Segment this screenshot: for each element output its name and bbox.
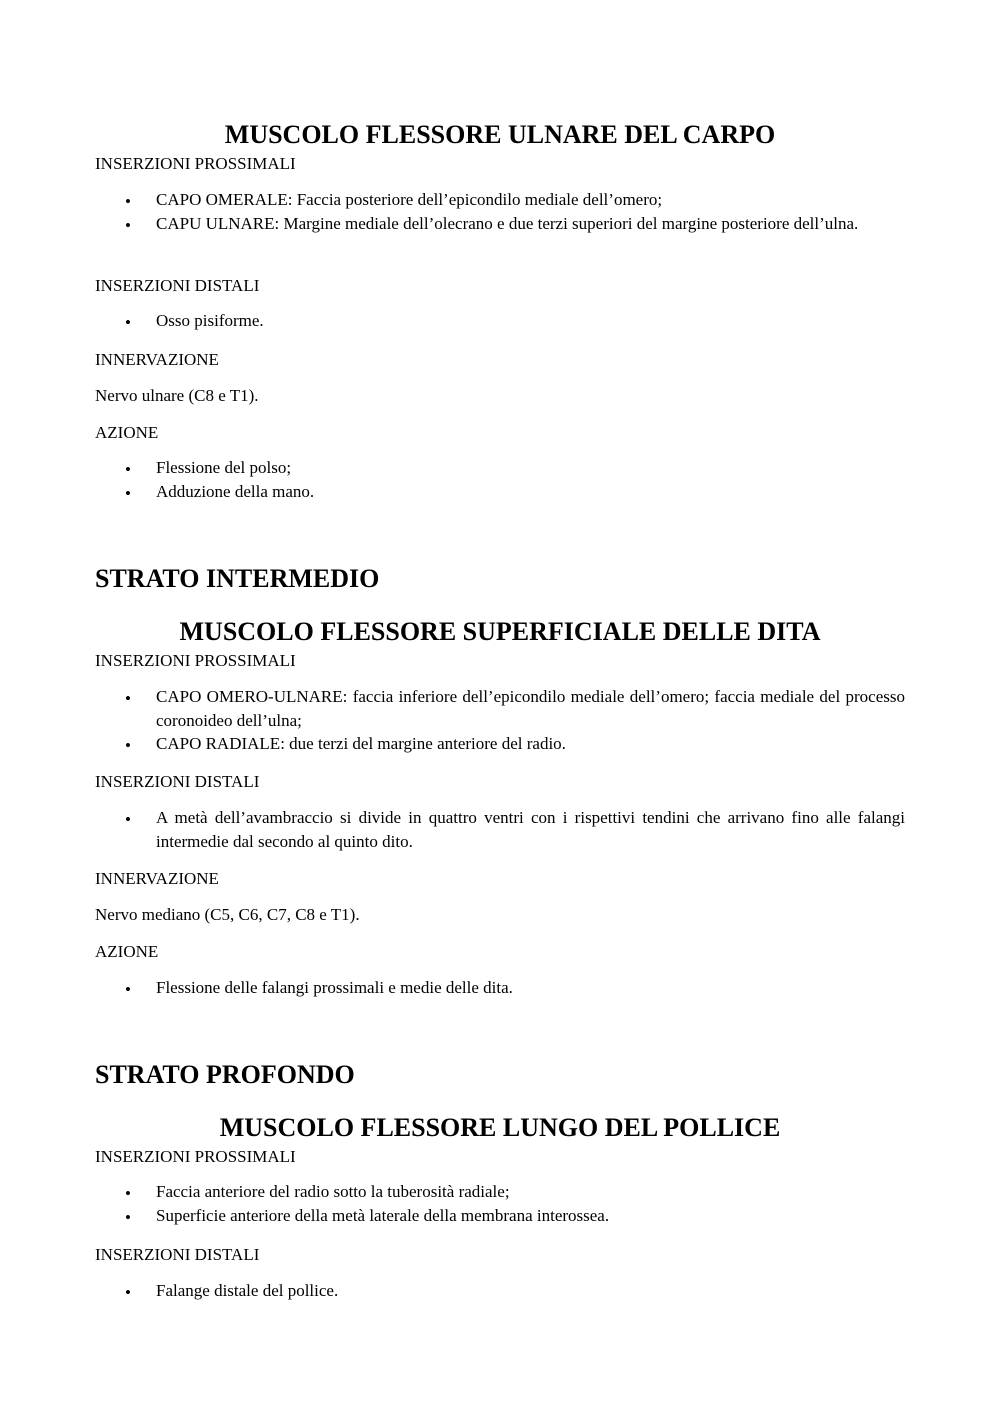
- innervation-text: Nervo ulnare (C8 e T1).: [95, 386, 259, 405]
- list-item: Flessione del polso;: [156, 458, 292, 477]
- proximal-insertions-label: INSERZIONI PROSSIMALI: [95, 154, 296, 173]
- bullet: •: [125, 460, 131, 479]
- bullet: •: [125, 1208, 131, 1227]
- muscle-title: MUSCOLO FLESSORE SUPERFICIALE DELLE DITA: [179, 617, 821, 646]
- list-item: CAPO RADIALE: due terzi del margine anteriore del radio.: [156, 734, 566, 753]
- bullet: •: [125, 484, 131, 503]
- list-item: CAPO OMERALE: Faccia posteriore dell’epicondilo mediale dell’omero;: [156, 190, 663, 209]
- list-item: CAPU ULNARE: Margine mediale dell’olecrano e due terzi superiori del margine posteriore dell’ulna.: [156, 214, 859, 233]
- bullet: •: [125, 689, 131, 708]
- list-item: A metà dell’avambraccio si divide in quattro ventri con i rispettivi tendini che arrivano fino alle falangi intermedie dal secondo al quinto dito.: [156, 808, 905, 851]
- bullet: •: [125, 313, 131, 332]
- bullet: •: [125, 736, 131, 755]
- list-item: Superficie anteriore della metà laterale della membrana interossea.: [156, 1206, 610, 1225]
- proximal-insertions-label: INSERZIONI PROSSIMALI: [95, 651, 296, 670]
- bullet: •: [125, 980, 131, 999]
- action-label: AZIONE: [95, 423, 159, 442]
- list-item: Falange distale del pollice.: [156, 1281, 339, 1300]
- list-item: CAPO OMERO-ULNARE: faccia inferiore dell’epicondilo mediale dell’omero; faccia mediale del processo coronoideo dell’ulna;: [156, 687, 905, 730]
- innervation-text: Nervo mediano (C5, C6, C7, C8 e T1).: [95, 905, 360, 924]
- list-item: Faccia anteriore del radio sotto la tuberosità radiale;: [156, 1182, 510, 1201]
- muscle-title: MUSCOLO FLESSORE ULNARE DEL CARPO: [224, 120, 776, 149]
- innervation-label: INNERVAZIONE: [95, 350, 219, 369]
- distal-insertions-label: INSERZIONI DISTALI: [95, 772, 260, 791]
- distal-insertions-label: INSERZIONI DISTALI: [95, 276, 260, 295]
- innervation-label: INNERVAZIONE: [95, 869, 219, 888]
- list-item: Osso pisiforme.: [156, 311, 264, 330]
- proximal-insertions-label: INSERZIONI PROSSIMALI: [95, 1147, 296, 1166]
- bullet: •: [125, 216, 131, 235]
- bullet: •: [125, 192, 131, 211]
- muscle-title: MUSCOLO FLESSORE LUNGO DEL POLLICE: [219, 1113, 781, 1142]
- layer-heading: STRATO PROFONDO: [95, 1060, 355, 1089]
- layer-heading: STRATO INTERMEDIO: [95, 564, 380, 593]
- bullet: •: [125, 1184, 131, 1203]
- bullet: •: [125, 810, 131, 829]
- list-item: Flessione delle falangi prossimali e medie delle dita.: [156, 978, 513, 997]
- action-label: AZIONE: [95, 942, 159, 961]
- bullet: •: [125, 1283, 131, 1302]
- distal-insertions-label: INSERZIONI DISTALI: [95, 1245, 260, 1264]
- list-item: Adduzione della mano.: [156, 482, 315, 501]
